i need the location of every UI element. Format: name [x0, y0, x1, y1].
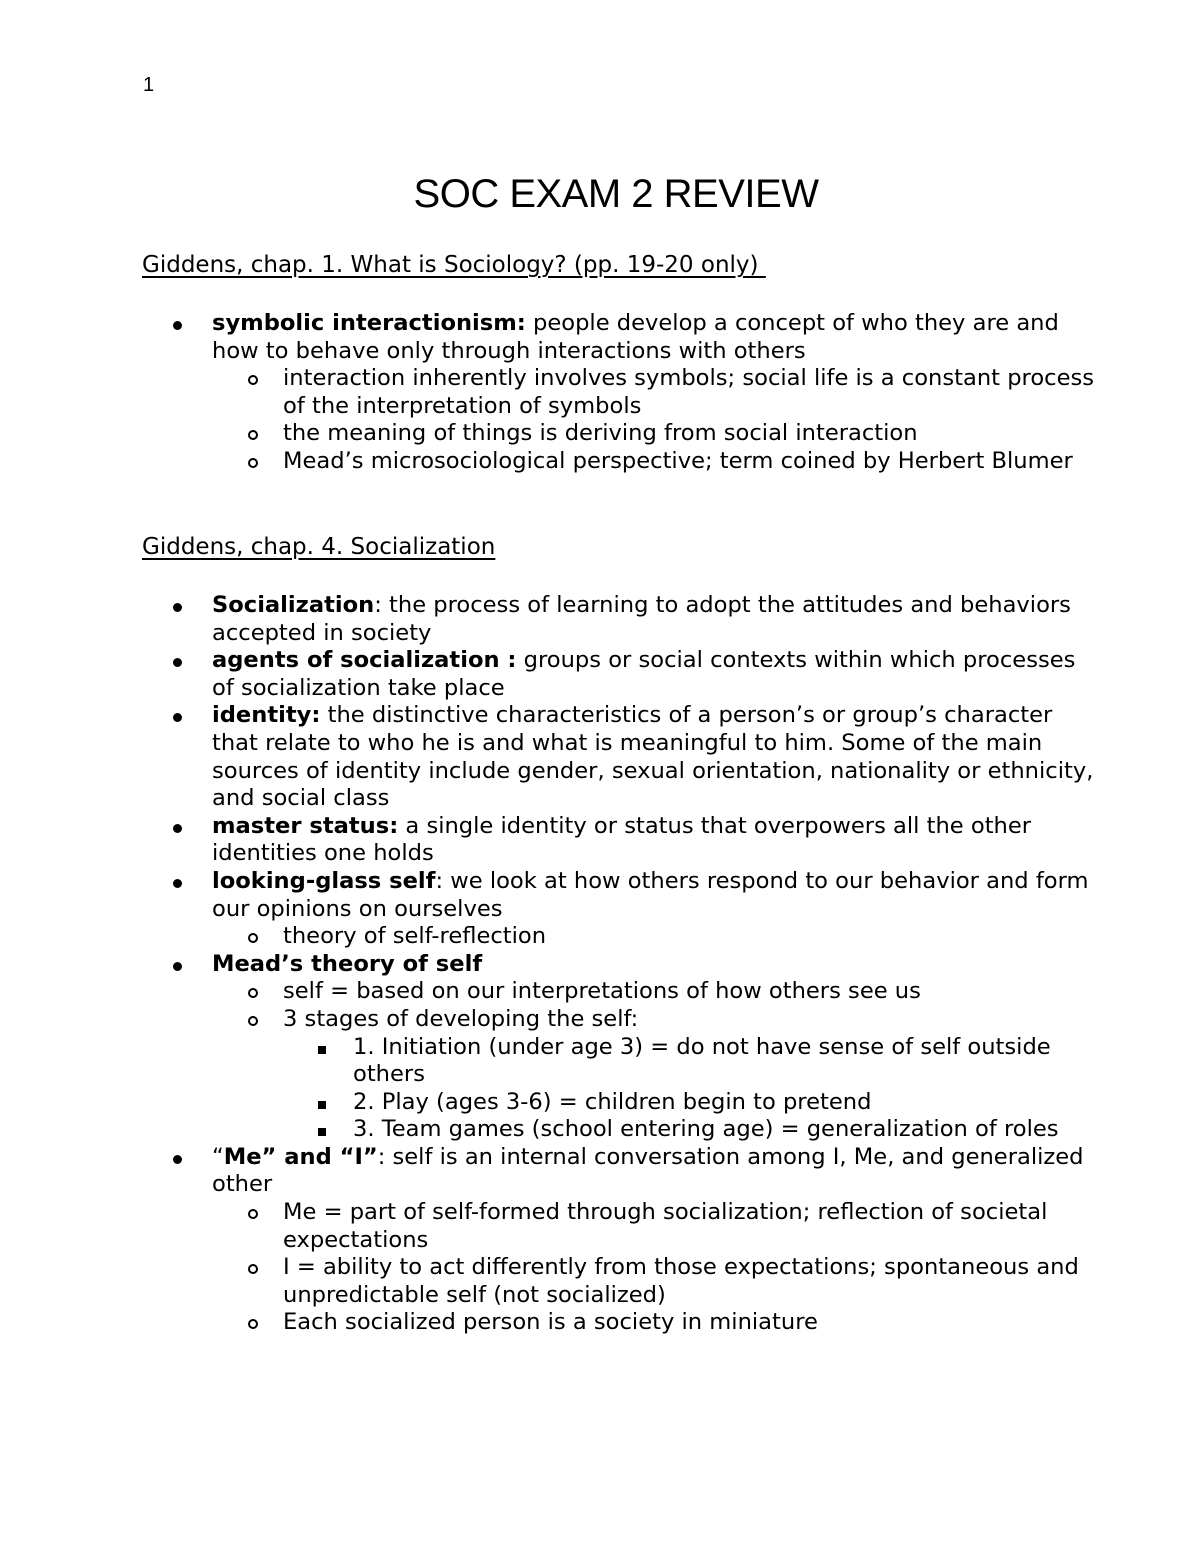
bullet-icon — [173, 702, 182, 730]
list-subitem: 3 stages of developing the self: — [0, 1006, 1100, 1034]
list-subitem: interaction inherently involves symbols; social life is a constant process of the interpretation of symbols — [0, 365, 1100, 420]
term: symbolic interactionism: — [212, 310, 526, 336]
definition: people develop a concept of who they are and how to behave only through interactions with others — [212, 310, 1059, 364]
square-bullet-icon — [318, 1116, 326, 1144]
list-item-socialization: Socialization: the process of learning to adopt the attitudes and behaviors accepted in society — [0, 592, 1100, 647]
list-subsubitem: 3. Team games (school entering age) = generalization of roles — [0, 1116, 1100, 1144]
page-number: 1 — [143, 74, 155, 96]
bullet-icon — [173, 951, 182, 979]
circle-bullet-icon — [248, 1309, 258, 1337]
list-item-master-status: master status: a single identity or status that overpowers all the other identities one holds — [0, 813, 1100, 868]
list-item-symbolic-interactionism — [0, 310, 1100, 365]
section-heading-chap4: Giddens, chap. 4. Socialization — [142, 534, 496, 560]
circle-bullet-icon — [248, 923, 258, 951]
list-subitem: I = ability to act differently from those expectations; spontaneous and unpredictable self (not socialized) — [0, 1254, 1100, 1309]
list-subitem: the meaning of things is deriving from social interaction — [0, 420, 1100, 448]
list-subitem: self = based on our interpretations of how others see us — [0, 978, 1100, 1006]
list-item-agents: agents of socialization : groups or social contexts within which processes of socialization take place — [0, 647, 1100, 702]
list-item-looking-glass: looking-glass self: we look at how others respond to our behavior and form our opinions on ourselves — [0, 868, 1100, 923]
circle-bullet-icon — [248, 420, 258, 448]
list-subsubitem: 2. Play (ages 3-6) = children begin to pretend — [0, 1089, 1100, 1117]
list-item-identity: identity: the distinctive characteristics of a person’s or group’s character that relate to who he is and what is meaningful to him. Some of the main sources of identity include gender, sexual orientation, nationality or ethnicity, and social class — [0, 702, 1100, 812]
bullet-icon — [173, 310, 182, 338]
chap4-list — [0, 592, 1100, 1337]
section-heading-chap1: Giddens, chap. 1. What is Sociology? (pp. 19-20 only) — [142, 252, 766, 278]
circle-bullet-icon — [248, 1199, 258, 1227]
circle-bullet-icon — [248, 1254, 258, 1282]
list-subitem: theory of self-reflection — [0, 923, 1100, 951]
circle-bullet-icon — [248, 448, 258, 476]
list-subsubitem: 1. Initiation (under age 3) = do not have sense of self outside others — [0, 1034, 1100, 1089]
bullet-icon — [173, 647, 182, 675]
list-subitem: Each socialized person is a society in miniature — [0, 1309, 1100, 1337]
list-subitem: Mead’s microsociological perspective; term coined by Herbert Blumer — [0, 448, 1100, 476]
list-item-mead-theory: Mead’s theory of self — [0, 951, 1100, 979]
chap1-list — [0, 310, 1100, 476]
circle-bullet-icon — [248, 1006, 258, 1034]
bullet-icon — [173, 592, 182, 620]
bullet-icon — [173, 1144, 182, 1172]
list-item-me-and-i: “Me” and “I”: self is an internal conversation among I, Me, and generalized other — [0, 1144, 1100, 1199]
bullet-icon — [173, 813, 182, 841]
circle-bullet-icon — [248, 365, 258, 393]
list-subitem: Me = part of self-formed through socialization; reflection of societal expectations — [0, 1199, 1100, 1254]
circle-bullet-icon — [248, 978, 258, 1006]
bullet-icon — [173, 868, 182, 896]
page-title: SOC EXAM 2 REVIEW — [413, 172, 819, 216]
square-bullet-icon — [318, 1034, 326, 1062]
square-bullet-icon — [318, 1089, 326, 1117]
